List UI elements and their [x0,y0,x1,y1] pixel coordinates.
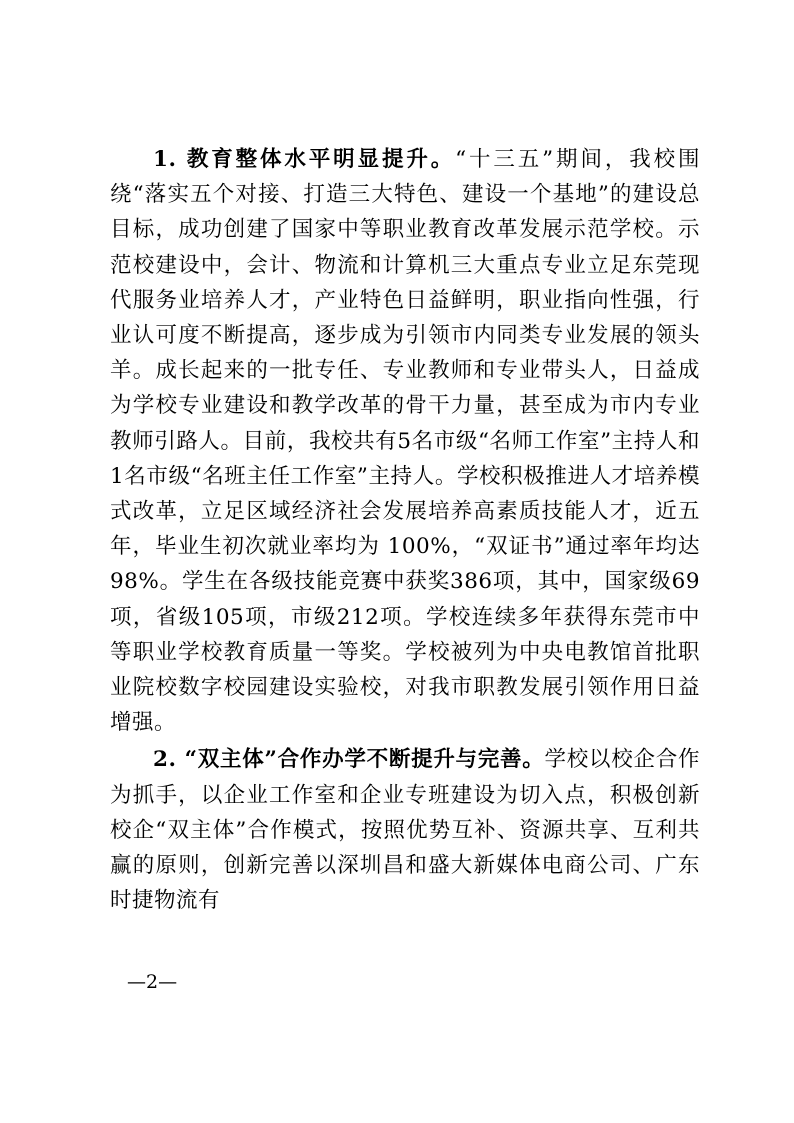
body-text [110,142,700,918]
paragraph-heading: 2. “双主体”合作办学不断提升与完善。 [153,747,545,773]
page-number: —2— [127,971,178,993]
paragraph-text: “十三五”期间，我校围绕“落实五个对接、打造三大特色、建设一个基地”的建设总目标，成功创建了国家中等职业教育改革发展示范学校。示范校建设中，会计、物流和计算机三大重点专业立足东莞现代服务业培养人才，产业特色日益鲜明，职业指向性强，行业认可度不断提高，逐步成为引领市内同类专业发展的领头羊。成长起来的一批专任、专业教师和专业带头人，日益成为学校专业建设和教学改革的骨干力量，甚至成为市内专业教师引路人。目前，我校共有5名市级“名师工作室”主持人和1名市级“名班主任工作室”主持人。学校积极推进人才培养模式改革，立足区域经济社会发展培养高素质技能人才，近五年，毕业生初次就业率均为 100%，“双证书”通过率年均达98%。学生在各级技能竞赛中获奖386项，其中，国家级69项，省级105项，市级212项。学校连续多年获得东莞市中等职业学校教育质量一等奖。学校被列为中央电教馆首批职业院校数字校园建设实验校，对我市职教发展引领作用日益增强。 [110,147,701,736]
paragraph-education-level [110,142,700,740]
paragraph-heading: 1. 教育整体水平明显提升。 [153,147,456,172]
paragraph-dual-subject-cooperation [110,742,700,918]
paragraph-text: 学校以校企合作为抓手，以企业工作室和企业专班建设为切入点，积极创新校企“双主体”合作模式，按照优势互补、资源共享、互利共赢的原则，创新完善以深圳昌和盛大新媒体电商公司、广东时捷物流有 [110,747,700,914]
